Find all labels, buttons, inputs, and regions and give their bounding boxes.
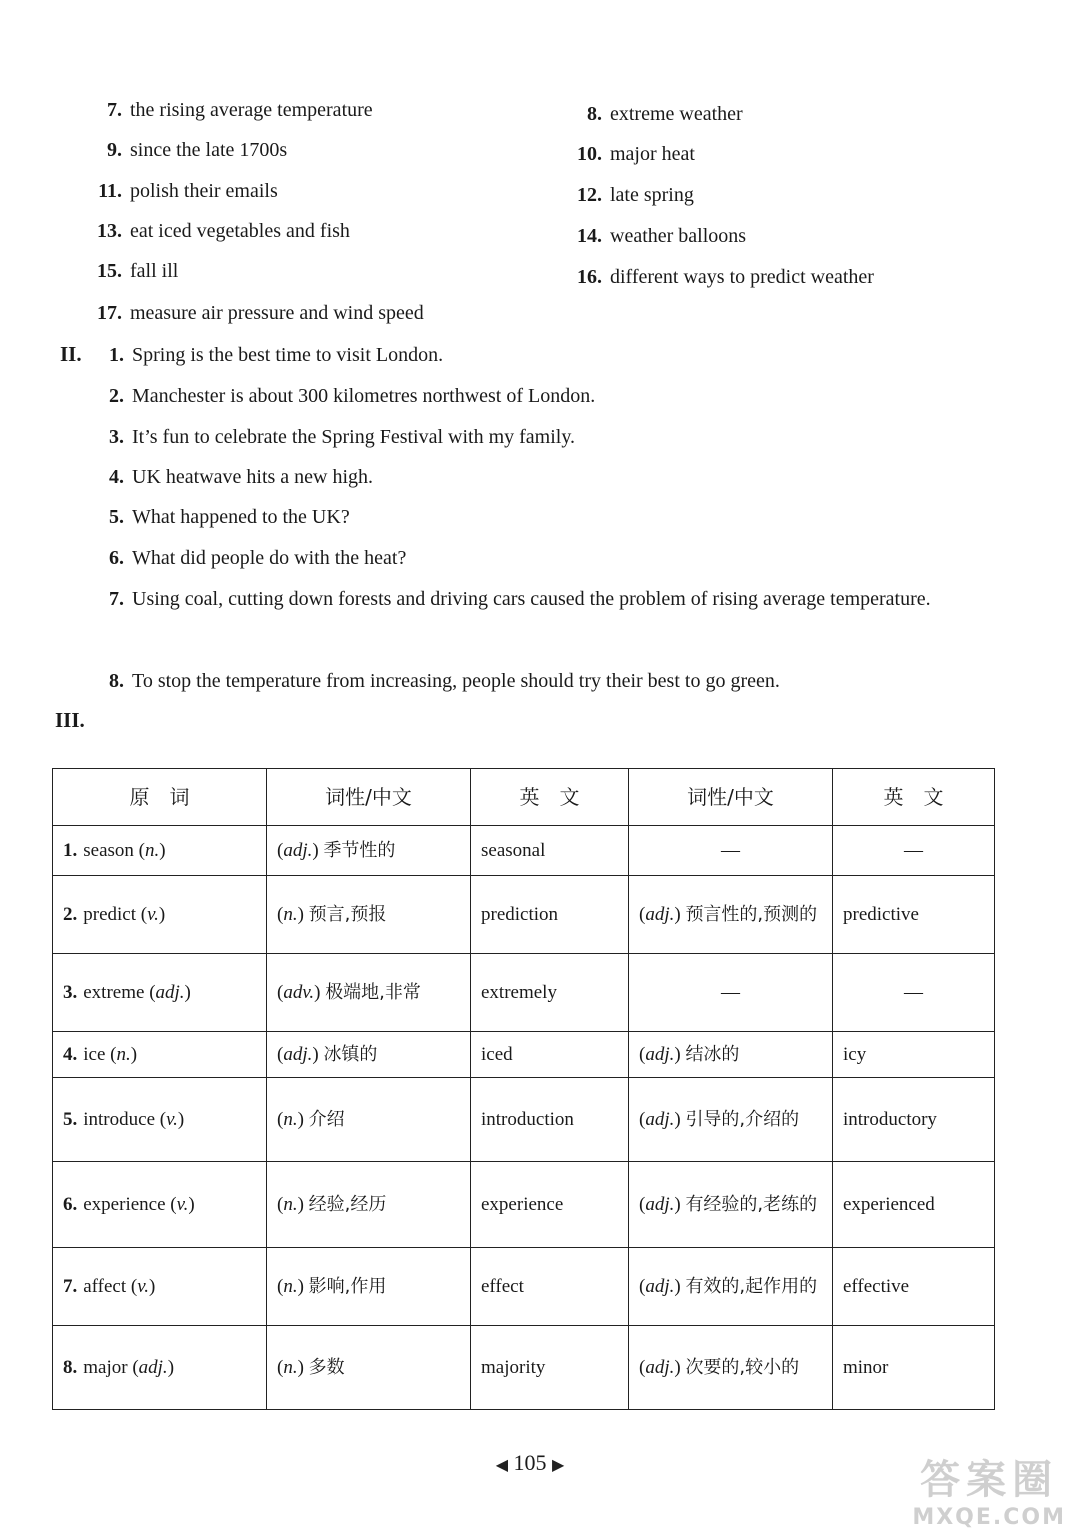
phrase-text: polish their emails — [130, 180, 278, 202]
phrase-8 — [570, 101, 743, 127]
derived-1-english: iced — [471, 1032, 629, 1078]
sentence-6 — [104, 545, 406, 571]
sentence-2 — [104, 383, 595, 409]
derived-1-chinese: 介绍 — [308, 1109, 345, 1130]
derived-1-cell: (n.) 经验,经历 — [267, 1162, 471, 1248]
derived-1-english: effect — [471, 1248, 629, 1326]
derived-2-pos: adj. — [645, 1276, 675, 1297]
header-original-word: 原 词 — [53, 769, 267, 826]
derived-2-cell — [629, 954, 833, 1032]
page-footer — [470, 1450, 590, 1476]
derived-2-pos: adj. — [645, 904, 675, 925]
sentence-number: 5. — [109, 506, 124, 528]
derived-1-cell: (n.) 多数 — [267, 1326, 471, 1410]
original-word-cell: 3. extreme (adj.) — [53, 954, 267, 1032]
sentence-8 — [104, 668, 780, 694]
derived-2-pos: adj. — [645, 1194, 675, 1215]
original-word-cell: 6. experience (v.) — [53, 1162, 267, 1248]
phrase-13 — [90, 218, 350, 244]
phrase-text: different ways to predict weather — [610, 266, 874, 288]
phrase-text: major heat — [610, 143, 695, 165]
derived-1-pos: n. — [283, 1109, 298, 1130]
empty-dash: — — [721, 982, 740, 1003]
sentence-text: Spring is the best time to visit London. — [132, 344, 444, 366]
phrase-11 — [90, 178, 278, 204]
original-word: predict — [83, 904, 137, 925]
watermark-line-2: MXQE.COM — [912, 1505, 1066, 1530]
row-number: 4. — [63, 1044, 78, 1065]
word-forms-table — [52, 768, 995, 1410]
original-pos: adj. — [155, 982, 185, 1003]
phrase-14 — [570, 223, 746, 249]
derived-2-pos: adj. — [645, 1357, 675, 1378]
original-word: extreme — [83, 982, 145, 1003]
table-row — [53, 1078, 995, 1162]
phrase-16 — [570, 264, 874, 290]
derived-1-chinese: 影响,作用 — [308, 1276, 387, 1297]
derived-1-cell: (n.) 预言,预报 — [267, 876, 471, 954]
derived-2-english: experienced — [833, 1162, 995, 1248]
derived-2-english: minor — [833, 1326, 995, 1410]
page-number: 105 — [513, 1450, 547, 1475]
original-pos: adj. — [138, 1357, 168, 1378]
derived-1-pos: n. — [283, 1276, 298, 1297]
sentence-text: What happened to the UK? — [132, 506, 350, 528]
empty-dash: — — [721, 840, 740, 861]
sentence-number: 6. — [109, 547, 124, 569]
table-row — [53, 1032, 995, 1078]
sentence-number: 8. — [109, 670, 124, 692]
original-word: affect — [83, 1276, 127, 1297]
derived-1-chinese: 冰镇的 — [323, 1044, 378, 1065]
phrase-10 — [570, 141, 695, 167]
row-number: 3. — [63, 982, 78, 1003]
derived-1-chinese: 季节性的 — [323, 840, 396, 861]
derived-1-english: introduction — [471, 1078, 629, 1162]
row-number: 2. — [63, 904, 78, 925]
derived-2-english: — — [833, 826, 995, 876]
original-pos: v. — [166, 1109, 178, 1130]
next-page-icon: ▶ — [552, 1457, 565, 1474]
phrase-number: 16. — [577, 266, 602, 288]
phrase-text: fall ill — [130, 260, 179, 282]
sentence-text: It’s fun to celebrate the Spring Festival with my family. — [132, 426, 576, 448]
derived-2-english: — — [833, 954, 995, 1032]
table-row — [53, 876, 995, 954]
table-row — [53, 1162, 995, 1248]
sentence-number: 7. — [109, 588, 124, 610]
derived-2-chinese: 有效的,起作用的 — [685, 1276, 818, 1297]
original-word: introduce — [83, 1109, 156, 1130]
derived-2-pos: adj. — [645, 1109, 675, 1130]
derived-1-pos: n. — [283, 1357, 298, 1378]
derived-2-cell: (adj.) 结冰的 — [629, 1032, 833, 1078]
original-word-cell: 8. major (adj.) — [53, 1326, 267, 1410]
row-number: 1. — [63, 840, 78, 861]
derived-1-pos: n. — [283, 1194, 298, 1215]
watermark-line-1: 答案圈 — [920, 1457, 1059, 1503]
sentence-text: To stop the temperature from increasing, people should try their best to go green. — [132, 670, 780, 692]
table-row — [53, 1248, 995, 1326]
row-number: 6. — [63, 1194, 78, 1215]
original-word-cell: 5. introduce (v.) — [53, 1078, 267, 1162]
derived-1-chinese: 多数 — [308, 1357, 345, 1378]
phrase-text: measure air pressure and wind speed — [130, 302, 424, 324]
derived-1-pos: adv. — [283, 982, 315, 1003]
derived-2-chinese: 次要的,较小的 — [685, 1357, 800, 1378]
sentence-3 — [104, 424, 575, 450]
sentence-number: 4. — [109, 466, 124, 488]
derived-2-english: predictive — [833, 876, 995, 954]
phrase-number: 10. — [577, 143, 602, 165]
prev-page-icon: ◀ — [495, 1457, 508, 1474]
table-row — [53, 826, 995, 876]
phrase-text: weather balloons — [610, 225, 747, 247]
derived-2-cell: (adj.) 有经验的,老练的 — [629, 1162, 833, 1248]
original-word: season — [83, 840, 134, 861]
table-row — [53, 1326, 995, 1410]
phrase-number: 12. — [577, 184, 602, 206]
derived-1-english: extremely — [471, 954, 629, 1032]
derived-1-pos: n. — [283, 904, 298, 925]
phrase-number: 11. — [98, 180, 122, 202]
row-number: 8. — [63, 1357, 78, 1378]
phrase-7 — [90, 97, 373, 123]
original-pos: n. — [116, 1044, 131, 1065]
header-english-1: 英 文 — [471, 769, 629, 826]
derived-1-english: prediction — [471, 876, 629, 954]
phrase-9 — [90, 137, 287, 163]
row-number: 7. — [63, 1276, 78, 1297]
sentence-text: UK heatwave hits a new high. — [132, 466, 374, 488]
original-word-cell: 7. affect (v.) — [53, 1248, 267, 1326]
original-pos: n. — [144, 840, 160, 861]
sentence-5 — [104, 504, 350, 530]
original-word: ice — [83, 1044, 106, 1065]
derived-1-chinese: 预言,预报 — [308, 904, 387, 925]
sentence-7 — [104, 586, 998, 612]
derived-1-english: seasonal — [471, 826, 629, 876]
phrase-number: 15. — [97, 260, 122, 282]
derived-1-cell: (adj.) 季节性的 — [267, 826, 471, 876]
derived-1-pos: adj. — [283, 840, 313, 861]
derived-1-chinese: 极端地,非常 — [325, 982, 421, 1003]
derived-1-cell: (n.) 介绍 — [267, 1078, 471, 1162]
sentence-number: 1. — [109, 344, 124, 366]
header-pos-chinese-1: 词性/中文 — [267, 769, 471, 826]
original-pos: v. — [147, 904, 159, 925]
table-row — [53, 954, 995, 1032]
derived-1-english: experience — [471, 1162, 629, 1248]
header-pos-chinese-2: 词性/中文 — [629, 769, 833, 826]
phrase-number: 8. — [587, 103, 602, 125]
original-word: experience — [83, 1194, 166, 1215]
derived-2-cell: (adj.) 次要的,较小的 — [629, 1326, 833, 1410]
row-number: 5. — [63, 1109, 78, 1130]
derived-2-cell: (adj.) 引导的,介绍的 — [629, 1078, 833, 1162]
derived-2-english: icy — [833, 1032, 995, 1078]
sentence-4 — [104, 464, 373, 490]
original-pos: v. — [176, 1194, 189, 1215]
sentence-text: Using coal, cutting down forests and driving cars caused the problem of rising average temperature. — [132, 588, 931, 610]
section-3-label: III. — [55, 708, 85, 732]
phrase-text: eat iced vegetables and fish — [130, 220, 350, 242]
original-word-cell: 4. ice (n.) — [53, 1032, 267, 1078]
derived-1-cell: (adj.) 冰镇的 — [267, 1032, 471, 1078]
derived-2-chinese: 有经验的,老练的 — [685, 1194, 818, 1215]
derived-2-chinese: 引导的,介绍的 — [685, 1109, 800, 1130]
original-pos: v. — [137, 1276, 149, 1297]
derived-2-cell: (adj.) 预言性的,预测的 — [629, 876, 833, 954]
derived-2-chinese: 结冰的 — [685, 1044, 740, 1065]
phrase-15 — [90, 258, 178, 284]
derived-1-cell: (n.) 影响,作用 — [267, 1248, 471, 1326]
original-word: major — [83, 1357, 128, 1378]
phrase-number: 9. — [107, 139, 122, 161]
derived-2-cell: (adj.) 有效的,起作用的 — [629, 1248, 833, 1326]
phrase-number: 14. — [577, 225, 602, 247]
derived-2-english: effective — [833, 1248, 995, 1326]
watermark-logo — [912, 1448, 1066, 1530]
phrase-text: the rising average temperature — [130, 99, 373, 121]
sentence-1 — [104, 342, 443, 368]
sentence-text: Manchester is about 300 kilometres northwest of London. — [132, 385, 596, 407]
derived-2-chinese: 预言性的,预测的 — [685, 904, 818, 925]
sentence-number: 2. — [109, 385, 124, 407]
original-word-cell: 1. season (n.) — [53, 826, 267, 876]
table-header-row — [53, 769, 995, 826]
phrase-text: late spring — [610, 184, 694, 206]
sentence-text: What did people do with the heat? — [132, 547, 407, 569]
derived-1-english: majority — [471, 1326, 629, 1410]
derived-2-pos: adj. — [645, 1044, 675, 1065]
derived-1-cell: (adv.) 极端地,非常 — [267, 954, 471, 1032]
phrase-17 — [90, 300, 424, 326]
phrase-12 — [570, 182, 694, 208]
derived-1-pos: adj. — [283, 1044, 313, 1065]
phrase-text: since the late 1700s — [130, 139, 288, 161]
header-english-2: 英 文 — [833, 769, 995, 826]
phrase-number: 7. — [107, 99, 122, 121]
derived-1-chinese: 经验,经历 — [308, 1194, 387, 1215]
derived-2-english: introductory — [833, 1078, 995, 1162]
phrase-number: 17. — [97, 302, 122, 324]
phrase-number: 13. — [97, 220, 122, 242]
sentence-number: 3. — [109, 426, 124, 448]
original-word-cell: 2. predict (v.) — [53, 876, 267, 954]
derived-2-cell — [629, 826, 833, 876]
phrase-text: extreme weather — [610, 103, 743, 125]
section-2-label: II. — [60, 342, 82, 366]
